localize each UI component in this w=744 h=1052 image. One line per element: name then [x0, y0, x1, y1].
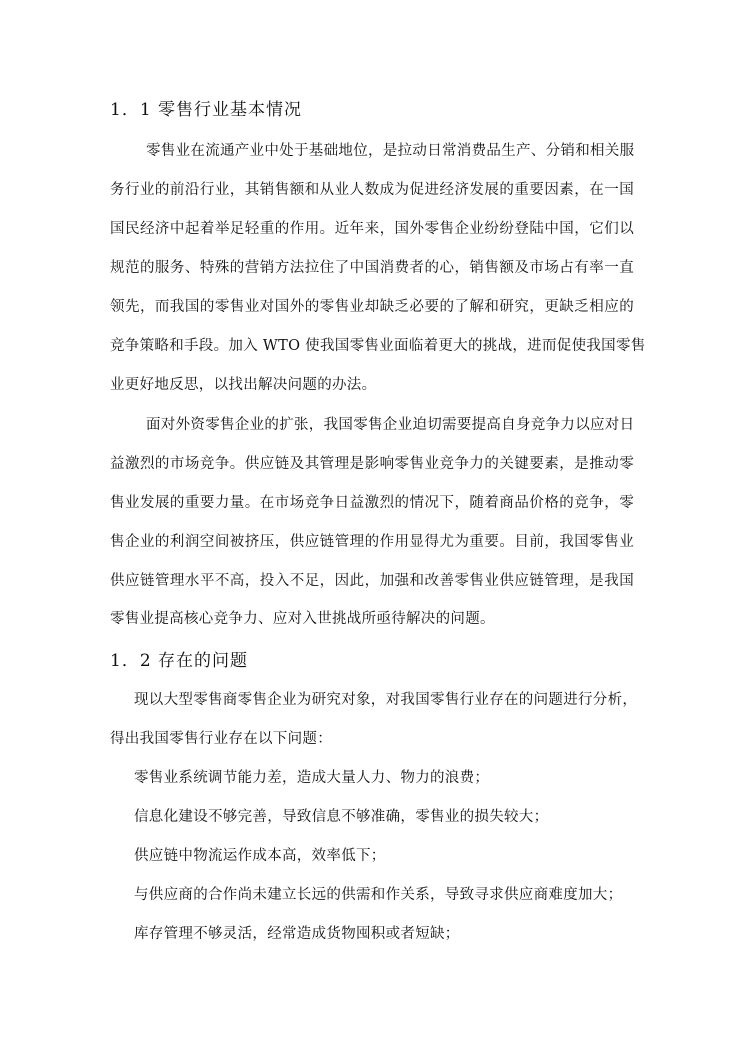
- intro-line-2: 得出我国零售行业存在以下问题：: [110, 731, 332, 747]
- problem-item-2: 信息化建设不够完善，导致信息不够准确，零售业的损失较大；: [134, 809, 549, 825]
- section-1-heading: 1．1 零售行业基本情况: [110, 100, 303, 120]
- paragraph-1-line-3: 国民经济中起着举足轻重的作用。近年来，国外零售企业纷纷登陆中国，它们以: [110, 221, 634, 237]
- paragraph-2-line-3: 售业发展的重要力量。在市场竞争日益激烈的情况下，随着商品价格的竞争，零: [110, 495, 634, 511]
- paragraph-1-line-2: 务行业的前沿行业，其销售额和从业人数成为促进经济发展的重要因素，在一国: [110, 182, 634, 198]
- problem-item-4: 与供应商的合作尚未建立长远的供需和作关系，导致寻求供应商难度加大；: [134, 887, 623, 903]
- paragraph-1-line-7: 业更好地反思，以找出解决问题的办法。: [110, 377, 377, 393]
- paragraph-2-line-6: 零售业提高核心竞争力、应对入世挑战所亟待解决的问题。: [110, 611, 495, 627]
- problem-item-5: 库存管理不够灵活，经常造成货物囤积或者短缺；: [134, 926, 460, 942]
- paragraph-1-line-1: 零售业在流通产业中处于基础地位，是拉动日常消费品生产、分销和相关服: [146, 143, 635, 159]
- paragraph-2-line-5: 供应链管理水平不高，投入不足，因此，加强和改善零售业供应链管理，是我国: [110, 573, 634, 589]
- intro-line-1: 现以大型零售商零售企业为研究对象，对我国零售行业存在的问题进行分析，: [134, 692, 638, 708]
- paragraph-1-line-4: 规范的服务、特殊的营销方法拉住了中国消费者的心，销售额及市场占有率一直: [110, 260, 634, 276]
- problem-item-1: 零售业系统调节能力差，造成大量人力、物力的浪费；: [134, 770, 490, 786]
- paragraph-1-line-6: 竞争策略和手段。加入 WTO 使我国零售业面临着更大的挑战，进而促使我国零售: [110, 338, 646, 354]
- paragraph-1-line-5: 领先，而我国的零售业对国外的零售业却缺乏必要的了解和研究，更缺乏相应的: [110, 299, 634, 315]
- problem-item-3: 供应链中物流运作成本高，效率低下；: [134, 848, 386, 864]
- paragraph-2-line-2: 益激烈的市场竞争。供应链及其管理是影响零售业竞争力的关键要素，是推动零: [110, 456, 634, 472]
- section-2-heading: 1．2 存在的问题: [110, 651, 249, 671]
- paragraph-2-line-1: 面对外资零售企业的扩张，我国零售企业迫切需要提高自身竞争力以应对日: [146, 417, 635, 433]
- paragraph-2-line-4: 售企业的利润空间被挤压，供应链管理的作用显得尤为重要。目前，我国零售业: [110, 534, 634, 550]
